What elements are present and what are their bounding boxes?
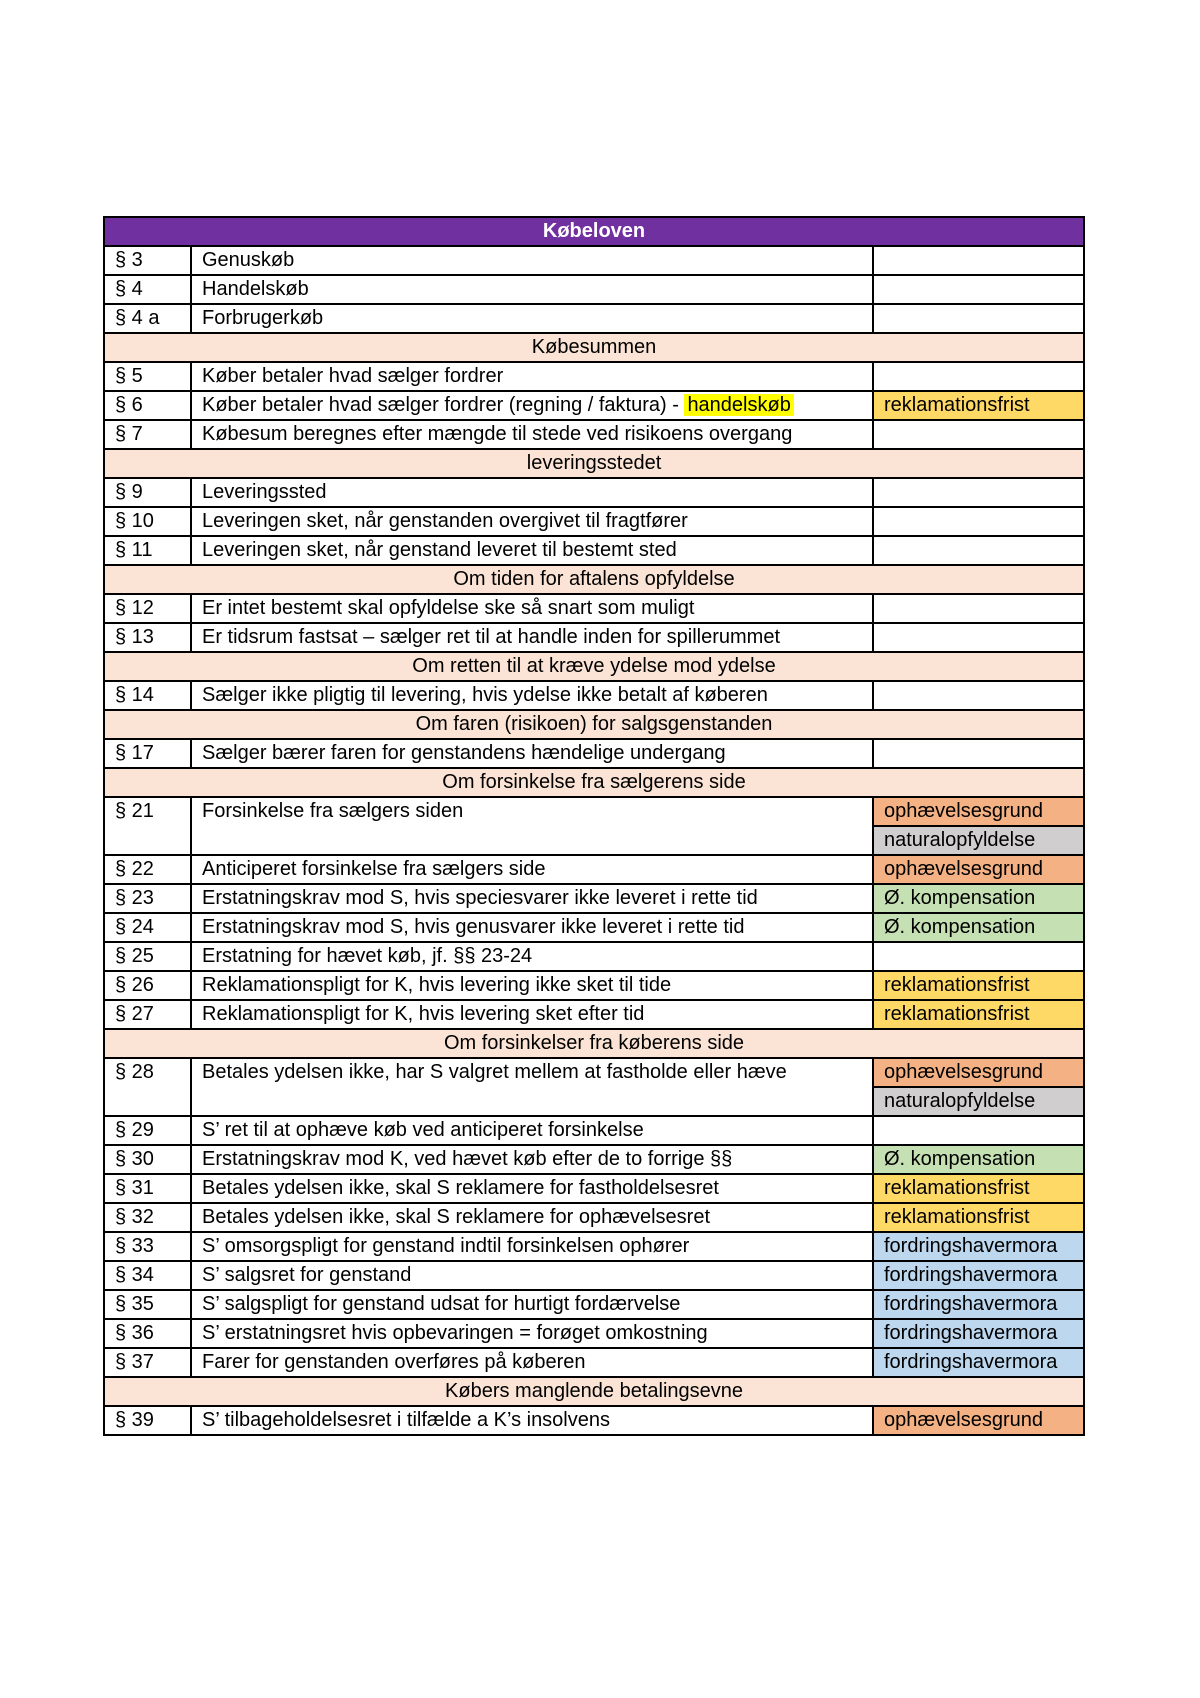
category-tag: [873, 478, 1084, 507]
paragraph-number: § 26: [104, 971, 191, 1000]
highlight-text: handelskøb: [684, 394, 793, 416]
table-row: [104, 1058, 1084, 1087]
category-tag: [873, 420, 1084, 449]
paragraph-number: § 22: [104, 855, 191, 884]
paragraph-number: § 9: [104, 478, 191, 507]
table-row: [104, 1232, 1084, 1261]
paragraph-number: § 36: [104, 1319, 191, 1348]
category-tag: ophævelsesgrund: [873, 797, 1084, 826]
paragraph-number: § 34: [104, 1261, 191, 1290]
table-body: [104, 217, 1084, 1435]
paragraph-number: § 33: [104, 1232, 191, 1261]
paragraph-number: § 12: [104, 594, 191, 623]
category-tag: fordringshavermora: [873, 1348, 1084, 1377]
table-row: [104, 536, 1084, 565]
paragraph-description: Erstatningskrav mod S, hvis speciesvarer ikke leveret i rette tid: [191, 884, 873, 913]
category-tag: ophævelsesgrund: [873, 1406, 1084, 1435]
category-tag: fordringshavermora: [873, 1261, 1084, 1290]
section-heading: Om retten til at kræve ydelse mod ydelse: [104, 652, 1084, 681]
paragraph-number: § 5: [104, 362, 191, 391]
paragraph-number: § 3: [104, 246, 191, 275]
paragraph-number: § 25: [104, 942, 191, 971]
paragraph-number: § 4 a: [104, 304, 191, 333]
paragraph-description: Handelskøb: [191, 275, 873, 304]
paragraph-number: § 30: [104, 1145, 191, 1174]
paragraph-description: Erstatningskrav mod K, ved hævet køb efter de to forrige §§: [191, 1145, 873, 1174]
paragraph-number: § 13: [104, 623, 191, 652]
section-heading: Købesummen: [104, 333, 1084, 362]
category-tag: reklamationsfrist: [873, 1000, 1084, 1029]
paragraph-number: § 23: [104, 884, 191, 913]
paragraph-number: § 29: [104, 1116, 191, 1145]
table-title: Købeloven: [104, 217, 1084, 246]
paragraph-number: § 10: [104, 507, 191, 536]
paragraph-description: Reklamationspligt for K, hvis levering ikke sket til tide: [191, 971, 873, 1000]
category-tag: naturalopfyldelse: [873, 1087, 1084, 1116]
table-row: [104, 507, 1084, 536]
section-heading: Om faren (risikoen) for salgsgenstanden: [104, 710, 1084, 739]
paragraph-description: Er intet bestemt skal opfyldelse ske så snart som muligt: [191, 594, 873, 623]
paragraph-description: Erstatning for hævet køb, jf. §§ 23-24: [191, 942, 873, 971]
paragraph-description: S’ salgspligt for genstand udsat for hurtigt fordærvelse: [191, 1290, 873, 1319]
table-row: [104, 1145, 1084, 1174]
category-tag: [873, 362, 1084, 391]
table-row: [104, 1203, 1084, 1232]
table-row: [104, 478, 1084, 507]
paragraph-description: Betales ydelsen ikke, skal S reklamere for ophævelsesret: [191, 1203, 873, 1232]
table-row: [104, 884, 1084, 913]
category-tag: [873, 942, 1084, 971]
category-tag: reklamationsfrist: [873, 971, 1084, 1000]
table-row: [104, 275, 1084, 304]
paragraph-description: Anticiperet forsinkelse fra sælgers side: [191, 855, 873, 884]
table-row: [104, 971, 1084, 1000]
table-row: [104, 942, 1084, 971]
table-row: [104, 1174, 1084, 1203]
section-heading: leveringsstedet: [104, 449, 1084, 478]
category-tag: [873, 623, 1084, 652]
section-row: [104, 565, 1084, 594]
paragraph-number: § 37: [104, 1348, 191, 1377]
paragraph-number: § 14: [104, 681, 191, 710]
paragraph-number: § 4: [104, 275, 191, 304]
table-row: [104, 391, 1084, 420]
paragraph-description: S’ ret til at ophæve køb ved anticiperet forsinkelse: [191, 1116, 873, 1145]
paragraph-description: Genuskøb: [191, 246, 873, 275]
paragraph-number: § 39: [104, 1406, 191, 1435]
table-row: [104, 797, 1084, 826]
table-row: [104, 1261, 1084, 1290]
section-row: [104, 449, 1084, 478]
section-row: [104, 1029, 1084, 1058]
category-tag: [873, 681, 1084, 710]
table-row: [104, 1319, 1084, 1348]
paragraph-description: Leveringen sket, når genstanden overgivet til fragtfører: [191, 507, 873, 536]
table-row: [104, 913, 1084, 942]
section-heading: Købers manglende betalingsevne: [104, 1377, 1084, 1406]
section-row: [104, 333, 1084, 362]
paragraph-description: S’ erstatningsret hvis opbevaringen = forøget omkostning: [191, 1319, 873, 1348]
table-row: [104, 681, 1084, 710]
paragraph-description: Betales ydelsen ikke, skal S reklamere for fastholdelsesret: [191, 1174, 873, 1203]
paragraph-description: S’ salgsret for genstand: [191, 1261, 873, 1290]
paragraph-description: Leveringssted: [191, 478, 873, 507]
category-tag: ophævelsesgrund: [873, 855, 1084, 884]
section-row: [104, 652, 1084, 681]
table-row: [104, 246, 1084, 275]
section-heading: Om forsinkelser fra køberens side: [104, 1029, 1084, 1058]
category-tag: fordringshavermora: [873, 1232, 1084, 1261]
category-tag: [873, 1116, 1084, 1145]
table-row: [104, 855, 1084, 884]
paragraph-number: § 7: [104, 420, 191, 449]
paragraph-description: S’ tilbageholdelsesret i tilfælde a K’s insolvens: [191, 1406, 873, 1435]
paragraph-description: Forbrugerkøb: [191, 304, 873, 333]
title-row: [104, 217, 1084, 246]
paragraph-description: Leveringen sket, når genstand leveret til bestemt sted: [191, 536, 873, 565]
paragraph-description: Sælger ikke pligtig til levering, hvis ydelse ikke betalt af køberen: [191, 681, 873, 710]
category-tag: reklamationsfrist: [873, 1174, 1084, 1203]
paragraph-description: Køber betaler hvad sælger fordrer (regning / faktura) - handelskøb: [191, 391, 873, 420]
paragraph-description: Køber betaler hvad sælger fordrer: [191, 362, 873, 391]
paragraph-number: § 27: [104, 1000, 191, 1029]
paragraph-number: § 6: [104, 391, 191, 420]
table-row: [104, 1348, 1084, 1377]
paragraph-description: Farer for genstanden overføres på køberen: [191, 1348, 873, 1377]
paragraph-number: § 11: [104, 536, 191, 565]
kobeloven-table: [103, 216, 1085, 1436]
section-heading: Om tiden for aftalens opfyldelse: [104, 565, 1084, 594]
category-tag: ophævelsesgrund: [873, 1058, 1084, 1087]
table-row: [104, 420, 1084, 449]
paragraph-description: Reklamationspligt for K, hvis levering sket efter tid: [191, 1000, 873, 1029]
category-tag: reklamationsfrist: [873, 391, 1084, 420]
table-row: [104, 739, 1084, 768]
paragraph-number: § 31: [104, 1174, 191, 1203]
category-tag: [873, 594, 1084, 623]
paragraph-description: Købesum beregnes efter mængde til stede ved risikoens overgang: [191, 420, 873, 449]
paragraph-description: Forsinkelse fra sælgers siden: [191, 797, 873, 855]
category-tag: [873, 304, 1084, 333]
category-tag: fordringshavermora: [873, 1319, 1084, 1348]
paragraph-number: § 28: [104, 1058, 191, 1116]
category-tag: [873, 739, 1084, 768]
paragraph-description: S’ omsorgspligt for genstand indtil forsinkelsen ophører: [191, 1232, 873, 1261]
paragraph-description: Betales ydelsen ikke, har S valgret mellem at fastholde eller hæve: [191, 1058, 873, 1116]
paragraph-number: § 21: [104, 797, 191, 855]
section-heading: Om forsinkelse fra sælgerens side: [104, 768, 1084, 797]
paragraph-number: § 32: [104, 1203, 191, 1232]
paragraph-description: Sælger bærer faren for genstandens hændelige undergang: [191, 739, 873, 768]
paragraph-description: Er tidsrum fastsat – sælger ret til at handle inden for spillerummet: [191, 623, 873, 652]
table-row: [104, 362, 1084, 391]
table-row: [104, 623, 1084, 652]
category-tag: Ø. kompensation: [873, 884, 1084, 913]
table-row: [104, 1116, 1084, 1145]
table-row: [104, 1406, 1084, 1435]
table-row: [104, 1000, 1084, 1029]
section-row: [104, 1377, 1084, 1406]
category-tag: [873, 275, 1084, 304]
category-tag: [873, 246, 1084, 275]
category-tag: reklamationsfrist: [873, 1203, 1084, 1232]
category-tag: fordringshavermora: [873, 1290, 1084, 1319]
category-tag: [873, 536, 1084, 565]
paragraph-number: § 35: [104, 1290, 191, 1319]
section-row: [104, 710, 1084, 739]
paragraph-description: Erstatningskrav mod S, hvis genusvarer ikke leveret i rette tid: [191, 913, 873, 942]
paragraph-number: § 17: [104, 739, 191, 768]
category-tag: [873, 507, 1084, 536]
paragraph-number: § 24: [104, 913, 191, 942]
category-tag: Ø. kompensation: [873, 1145, 1084, 1174]
category-tag: Ø. kompensation: [873, 913, 1084, 942]
category-tag: naturalopfyldelse: [873, 826, 1084, 855]
table-row: [104, 304, 1084, 333]
table-row: [104, 594, 1084, 623]
section-row: [104, 768, 1084, 797]
table-row: [104, 1290, 1084, 1319]
